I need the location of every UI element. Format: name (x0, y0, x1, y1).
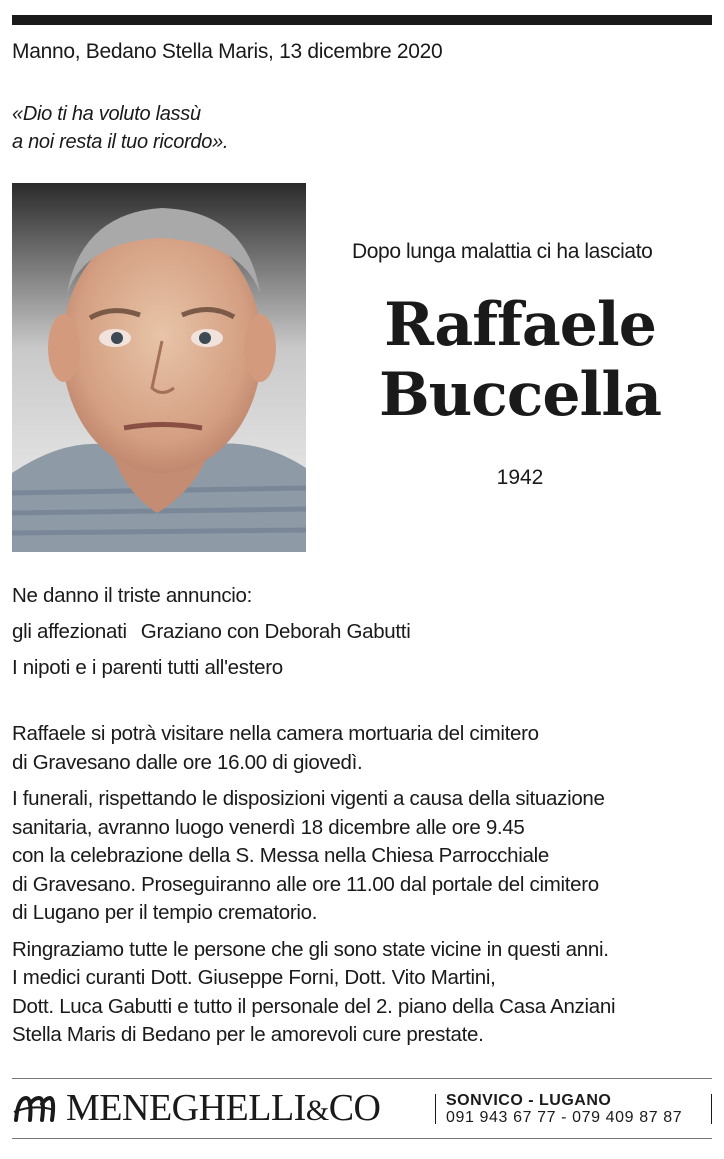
announcement-line-3: I nipoti e i parenti tutti all'estero (12, 656, 283, 679)
thanks-line-4: Stella Maris di Bedano per le amorevoli cure prestate. (12, 1023, 484, 1046)
funeral-line-4: di Gravesano. Proseguiranno alle ore 11.00 dal portale del cimitero (12, 872, 599, 896)
company-amp: & (305, 1094, 329, 1127)
last-name: Buccella (378, 360, 662, 430)
body-text (12, 720, 615, 1058)
visit-line-1: Raffaele si potrà visitare nella camera mortuaria del cimitero (12, 722, 539, 745)
company-name (66, 1086, 380, 1130)
contact-block (446, 1092, 682, 1126)
thanks-paragraph (12, 936, 615, 1050)
family-names: Graziano con Deborah Gabutti (140, 620, 411, 643)
footer-separator-right (711, 1094, 712, 1124)
quote-line-2: a noi resta il tuo ricordo». (12, 131, 229, 153)
footer-rule-bottom (12, 1138, 712, 1139)
thanks-line-1: Ringraziamo tutte le persone che gli sono state vicine in questi anni. (12, 937, 609, 961)
mm-monogram-icon (12, 1090, 56, 1126)
place-date: Manno, Bedano Stella Maris, 13 dicembre 2020 (12, 40, 443, 63)
relation-label: gli affezionati (12, 620, 127, 643)
company-location: SONVICO - LUGANO (446, 1092, 612, 1109)
company-phones: 091 943 67 77 - 079 409 87 87 (446, 1109, 683, 1126)
visit-line-2: di Gravesano dalle ore 16.00 di giovedì. (12, 750, 363, 774)
footer-separator (435, 1094, 436, 1124)
visit-paragraph (12, 720, 615, 777)
deceased-name (335, 290, 705, 430)
thanks-line-3: Dott. Luca Gabutti e tutto il personale del 2. piano della Casa Anziani (12, 994, 616, 1018)
quote-line-1: «Dio ti ha voluto lassù (12, 103, 201, 125)
portrait-photo (12, 183, 306, 552)
announcement-block (12, 583, 410, 691)
thanks-line-2: I medici curanti Dott. Giuseppe Forni, Dott. Vito Martini, (12, 966, 496, 989)
company-tail: CO (328, 1087, 381, 1129)
memorial-quote (12, 100, 228, 156)
intro-text: Dopo lunga malattia ci ha lasciato (352, 240, 653, 263)
announcement-line-2 (12, 619, 410, 655)
company-main: MENEGHELLI (66, 1087, 306, 1129)
top-bar (12, 15, 712, 25)
announcement-line-1: Ne danno il triste annuncio: (12, 584, 253, 607)
funeral-paragraph (12, 785, 615, 928)
funeral-line-5: di Lugano per il tempio crematorio. (12, 901, 318, 924)
birth-year: 1942 (496, 466, 544, 489)
footer-rule-top (12, 1078, 712, 1079)
funeral-line-2: sanitaria, avranno luogo venerdì 18 dicembre alle ore 9.45 (12, 815, 525, 839)
funeral-line-1: I funerali, rispettando le disposizioni vigenti a causa della situazione (12, 787, 605, 810)
funeral-line-3: con la celebrazione della S. Messa nella Chiesa Parrocchiale (12, 844, 549, 867)
first-name: Raffaele (384, 290, 656, 360)
